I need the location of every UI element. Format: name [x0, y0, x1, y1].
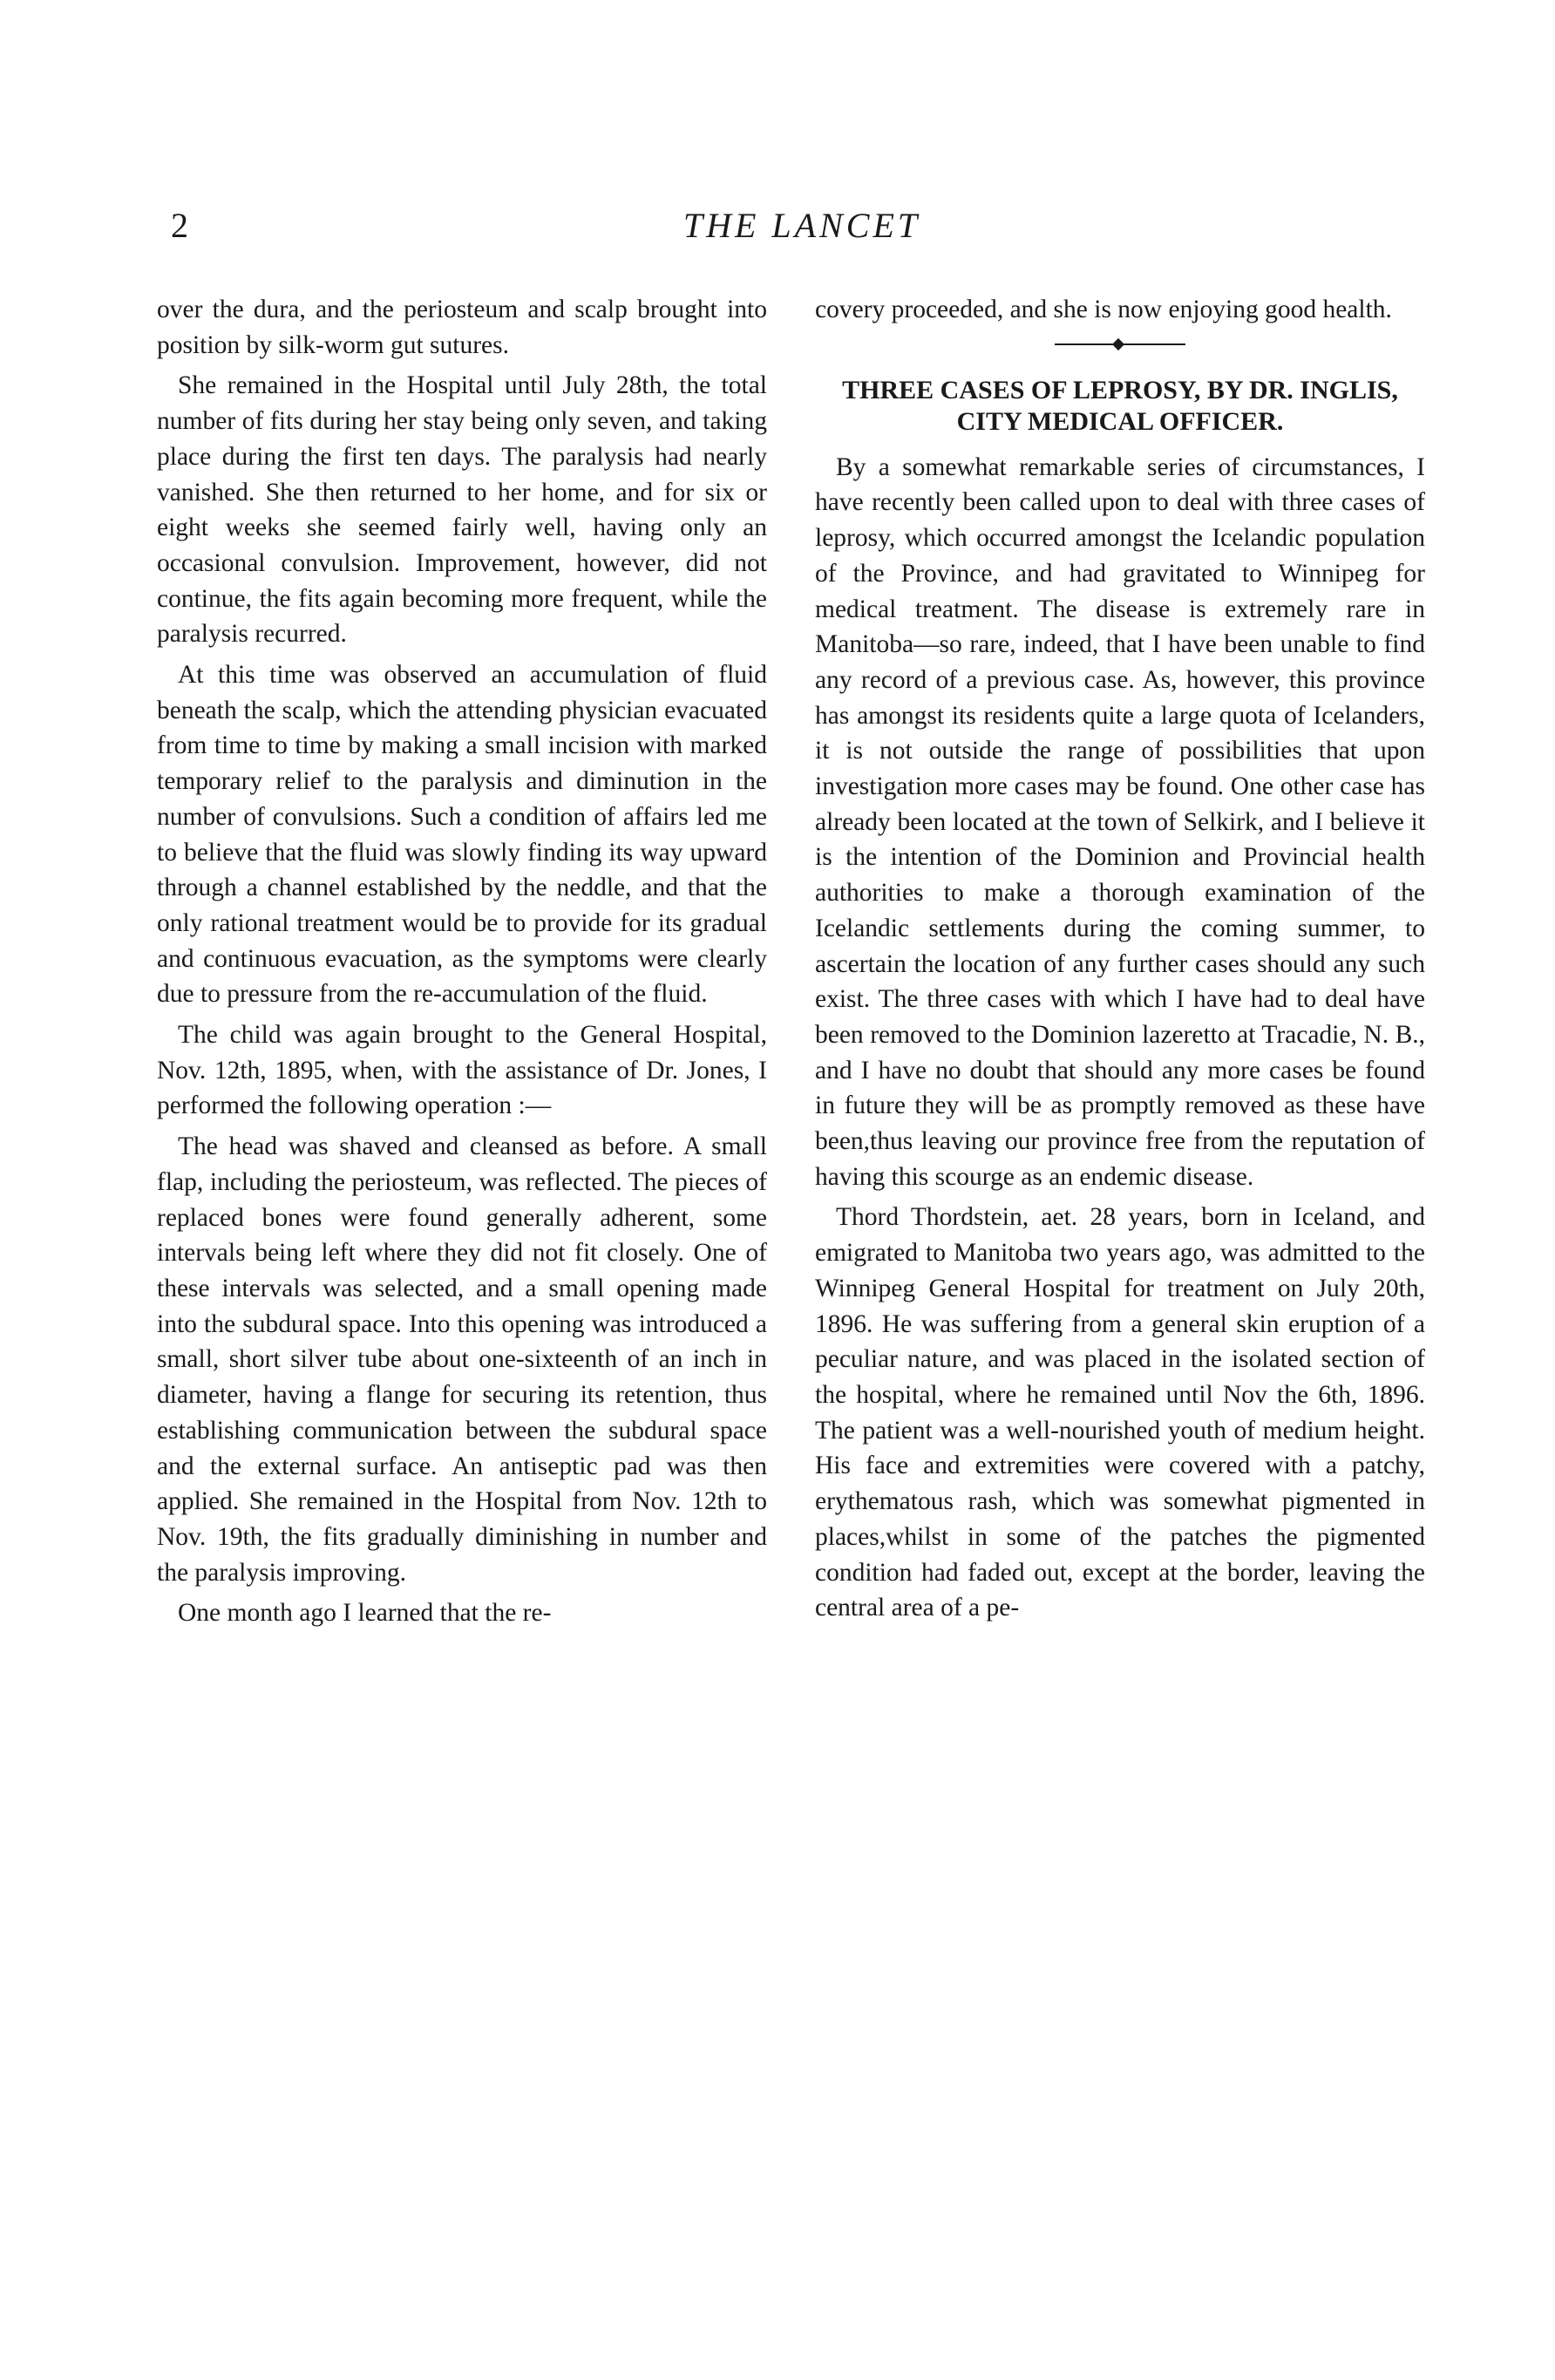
paragraph: The head was shaved and cleansed as before. A small flap, including the periosteum, was reflected. The pieces of replaced bones were found generally adherent, some intervals being left where they did not fit closely. One of these intervals was selected, and a small opening made into the subdural space. Into this opening was introduced a small, short silver tube about one-sixteenth of an inch in diameter, having a flange for securing its retention, thus establishing communication between the subdural space and the external surface. An antiseptic pad was then applied. She remained in the Hospital from Nov. 12th to Nov. 19th, the fits gradually diminishing in number and the paralysis improving. — [157, 1132, 767, 1587]
paragraph: Thord Thordstein, aet. 28 years, born in Iceland, and emigrated to Manitoba two years ago, was admitted to the Winnipeg General Hospital for treatment on July 20th, 1896. He was suffering from a general skin eruption of a peculiar nature, and was placed in the isolated section of the hospital, where he remained until Nov the 6th, 1896. The patient was a well-nourished youth of medium height. His face and extremities were covered with a patchy, erythematous rash, which was somewhat pigmented in places,whilst in some of the patches the pigmented condition had faded out, except at the border, leaving the central area of a pe- — [815, 1203, 1425, 1622]
paragraph: At this time was observed an accumulation of fluid beneath the scalp, which the attending physician evacuated from time to time by making a small incision with marked temporary relief to the paralysis and diminution in the number of convulsions. Such a condition of affairs led me to believe that the fluid was slowly finding its way upward through a channel established by the neddle, and that the only rational treatment would be to provide for its gradual and continuous evacuation, as the symptoms were clearly due to pressure from the re-accumulation of the fluid. — [157, 661, 767, 1009]
paragraph: She remained in the Hospital until July 28th, the total number of fits during her stay being only seven, and taking place during the first ten days. The paralysis had nearly vanished. She then returned to her home, and for six or eight weeks she seemed fairly well, having only an occasional convulsion. Improvement, however, did not continue, the fits again becoming more frequent, while the paralysis recurred. — [157, 371, 767, 649]
paragraph-continuation: covery proceeded, and she is now enjoying good health. — [815, 296, 1392, 323]
page-header — [166, 205, 1438, 257]
paragraph: By a somewhat remarkable series of circumstances, I have recently been called upon to deal with three cases of leprosy, which occurred amongst the Icelandic population of the Province, and had gravitated to Winnipeg for medical treatment. The disease is extremely rare in Manitoba—so rare, indeed, that I have been unable to find any record of a previous case. As, however, this province has amongst its residents quite a large quota of Icelanders, it is not outside the range of possibilities that upon investigation more cases may be found. One other case has already been located at the town of Selkirk, and I believe it is the intention of the Dominion and Provincial health authorities to make a thorough examination of the Icelandic settlements during the coming summer, to ascertain the location of any further cases should any such exist. The three cases with which I have had to deal have been removed to the Dominion lazeretto at Tracadie, N. B., and I have no doubt that should any more cases be found in future they will be as promptly removed as these have been,thus leaving our province free from the reputation of having this scourge as an endemic disease. — [815, 452, 1425, 1191]
paragraph: One month ago I learned that the re- — [178, 1599, 552, 1628]
left-column — [157, 292, 767, 1636]
paragraph: The child was again brought to the General Hospital, Nov. 12th, 1895, when, with the assistance of Dr. Jones, I performed the following operation :— — [157, 1021, 767, 1120]
right-column — [815, 292, 1425, 1631]
article-heading: THREE CASES OF LEPROSY, BY DR. INGLIS, CITY MEDICAL OFFICER. — [842, 375, 1398, 436]
page-number: 2 — [171, 206, 188, 245]
running-title: THE LANCET — [682, 206, 921, 245]
paragraph: over the dura, and the periosteum and scalp brought into position by silk-worm gut sutures. — [157, 296, 767, 359]
section-divider — [1055, 338, 1185, 350]
